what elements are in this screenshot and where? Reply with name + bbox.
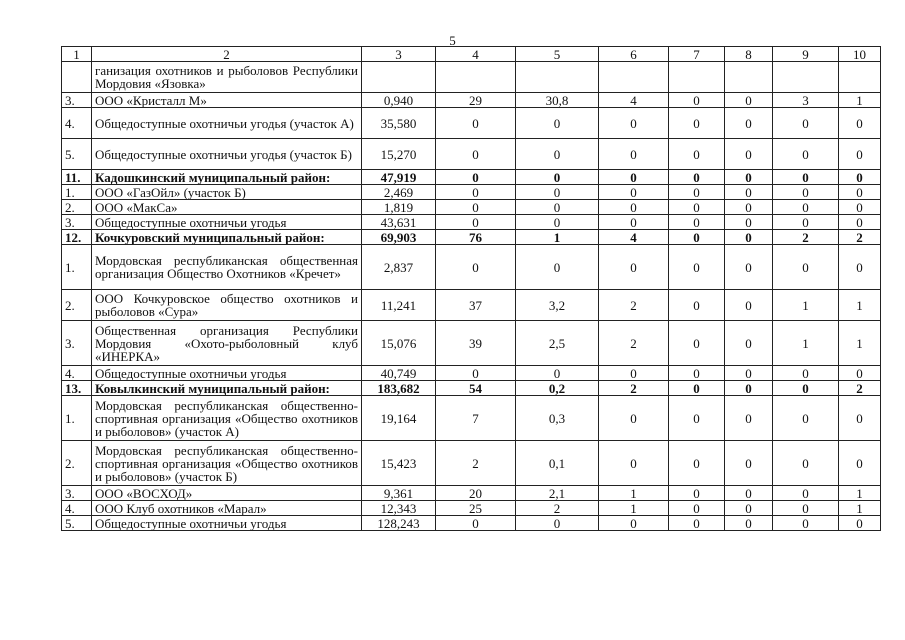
value-cell: 15,076 [362, 321, 436, 366]
value-cell: 0 [436, 215, 516, 230]
value-cell: 0 [839, 170, 881, 185]
row-name-cell: ООО Клуб охотников «Марал» [92, 501, 362, 516]
row-name-cell: Общедоступные охотничьи угодья [92, 215, 362, 230]
value-cell: 128,243 [362, 516, 436, 531]
row-number-cell: 2. [62, 441, 92, 486]
value-cell: 0 [669, 170, 725, 185]
value-cell: 0 [773, 215, 839, 230]
value-cell: 0 [725, 139, 773, 170]
row-number-cell: 3. [62, 93, 92, 108]
value-cell: 0 [669, 139, 725, 170]
table-row [62, 170, 881, 185]
row-number-cell: 3. [62, 486, 92, 501]
header-cell: 1 [62, 47, 92, 62]
value-cell: 15,270 [362, 139, 436, 170]
header-cell: 5 [516, 47, 599, 62]
value-cell: 1 [839, 93, 881, 108]
value-cell: 47,919 [362, 170, 436, 185]
value-cell: 0 [669, 245, 725, 290]
row-number-cell: 4. [62, 366, 92, 381]
value-cell: 2 [599, 381, 669, 396]
value-cell: 0 [839, 215, 881, 230]
value-cell: 20 [436, 486, 516, 501]
value-cell: 0 [436, 170, 516, 185]
row-name-cell: Кадошкинский муниципальный район: [92, 170, 362, 185]
value-cell: 0 [725, 486, 773, 501]
value-cell: 0 [725, 321, 773, 366]
value-cell: 0 [839, 396, 881, 441]
value-cell: 54 [436, 381, 516, 396]
table-row [62, 185, 881, 200]
value-cell: 1 [839, 290, 881, 321]
page-number: 5 [449, 33, 456, 48]
value-cell [436, 62, 516, 93]
value-cell: 0 [725, 215, 773, 230]
value-cell: 0 [599, 245, 669, 290]
row-name-cell: Общедоступные охотничьи угодья [92, 516, 362, 531]
value-cell: 0 [436, 139, 516, 170]
row-number-cell: 1. [62, 185, 92, 200]
value-cell: 2 [599, 321, 669, 366]
value-cell: 3,2 [516, 290, 599, 321]
value-cell: 0 [773, 139, 839, 170]
value-cell: 0 [725, 290, 773, 321]
table-row [62, 139, 881, 170]
value-cell: 25 [436, 501, 516, 516]
table-row [62, 501, 881, 516]
value-cell: 0 [725, 200, 773, 215]
value-cell: 1 [599, 486, 669, 501]
table-row [62, 441, 881, 486]
value-cell: 1,819 [362, 200, 436, 215]
table-body [62, 47, 881, 531]
value-cell: 0 [725, 381, 773, 396]
value-cell: 2 [839, 230, 881, 245]
header-row [62, 47, 881, 62]
value-cell [839, 62, 881, 93]
value-cell [516, 62, 599, 93]
table-row [62, 230, 881, 245]
value-cell: 4 [599, 230, 669, 245]
table-row [62, 516, 881, 531]
table-row [62, 245, 881, 290]
row-number-cell: 5. [62, 516, 92, 531]
header-cell: 6 [599, 47, 669, 62]
header-cell: 8 [725, 47, 773, 62]
value-cell: 0 [669, 516, 725, 531]
value-cell [362, 62, 436, 93]
value-cell: 0 [436, 366, 516, 381]
value-cell: 0 [773, 396, 839, 441]
value-cell: 0 [599, 516, 669, 531]
value-cell: 0 [725, 170, 773, 185]
value-cell: 0 [599, 200, 669, 215]
value-cell: 0 [669, 230, 725, 245]
value-cell: 2,469 [362, 185, 436, 200]
value-cell: 1 [773, 321, 839, 366]
value-cell: 0 [516, 245, 599, 290]
value-cell: 0 [516, 215, 599, 230]
table-row [62, 486, 881, 501]
table-row [62, 93, 881, 108]
value-cell: 0 [773, 200, 839, 215]
value-cell: 0 [599, 366, 669, 381]
value-cell: 0 [773, 170, 839, 185]
value-cell: 0 [725, 396, 773, 441]
value-cell: 0 [669, 185, 725, 200]
row-number-cell: 4. [62, 501, 92, 516]
value-cell: 4 [599, 93, 669, 108]
row-name-cell: ООО «МакСа» [92, 200, 362, 215]
value-cell: 2,5 [516, 321, 599, 366]
table-row [62, 62, 881, 93]
row-name-cell: Кочкуровский муниципальный район: [92, 230, 362, 245]
value-cell: 43,631 [362, 215, 436, 230]
header-cell: 10 [839, 47, 881, 62]
value-cell: 9,361 [362, 486, 436, 501]
row-number-cell: 4. [62, 108, 92, 139]
value-cell: 2 [773, 230, 839, 245]
value-cell: 2 [516, 501, 599, 516]
value-cell: 0 [669, 93, 725, 108]
row-number-cell [62, 62, 92, 93]
value-cell [669, 62, 725, 93]
value-cell: 183,682 [362, 381, 436, 396]
table-row [62, 321, 881, 366]
value-cell: 2 [436, 441, 516, 486]
value-cell: 1 [839, 501, 881, 516]
value-cell: 0 [599, 139, 669, 170]
row-number-cell: 5. [62, 139, 92, 170]
row-number-cell: 2. [62, 200, 92, 215]
row-name-cell: Мордовская республиканская общественно-спортивная организация «Общество охотников и рыболовов» (участок А) [92, 396, 362, 441]
value-cell: 0 [773, 441, 839, 486]
value-cell: 2,837 [362, 245, 436, 290]
value-cell: 0 [725, 366, 773, 381]
value-cell: 29 [436, 93, 516, 108]
row-name-cell: Общедоступные охотничьи угодья (участок Б) [92, 139, 362, 170]
row-name-cell: Общедоступные охотничьи угодья [92, 366, 362, 381]
value-cell: 0 [436, 200, 516, 215]
value-cell [599, 62, 669, 93]
value-cell: 0 [516, 108, 599, 139]
value-cell: 0 [839, 108, 881, 139]
value-cell: 0 [599, 108, 669, 139]
value-cell: 0,3 [516, 396, 599, 441]
value-cell: 0 [725, 108, 773, 139]
value-cell: 0 [839, 366, 881, 381]
value-cell: 0 [839, 185, 881, 200]
row-number-cell: 1. [62, 396, 92, 441]
table-row [62, 108, 881, 139]
value-cell: 40,749 [362, 366, 436, 381]
value-cell: 0,1 [516, 441, 599, 486]
value-cell: 0 [725, 93, 773, 108]
header-cell: 7 [669, 47, 725, 62]
value-cell: 0 [599, 441, 669, 486]
value-cell: 0 [773, 501, 839, 516]
value-cell: 0 [516, 170, 599, 185]
value-cell: 0 [436, 516, 516, 531]
value-cell: 0 [725, 245, 773, 290]
value-cell [725, 62, 773, 93]
header-cell: 4 [436, 47, 516, 62]
table-row [62, 290, 881, 321]
table-row [62, 396, 881, 441]
value-cell: 0 [669, 381, 725, 396]
row-name-cell: Общественная организация Республики Мордовия «Охото-рыболовный клуб «ИНЕРКА» [92, 321, 362, 366]
header-cell: 3 [362, 47, 436, 62]
value-cell: 0 [773, 516, 839, 531]
value-cell: 0 [669, 501, 725, 516]
row-name-cell: Мордовская республиканская общественно-спортивная организация «Общество охотников и рыболовов» (участок Б) [92, 441, 362, 486]
value-cell: 0 [669, 366, 725, 381]
value-cell: 0 [599, 170, 669, 185]
value-cell: 0 [669, 396, 725, 441]
value-cell: 0 [516, 516, 599, 531]
value-cell: 0 [773, 486, 839, 501]
value-cell: 0 [839, 200, 881, 215]
value-cell: 37 [436, 290, 516, 321]
value-cell: 2 [839, 381, 881, 396]
value-cell: 7 [436, 396, 516, 441]
value-cell: 3 [773, 93, 839, 108]
row-name-cell: ООО «ГазОйл» (участок Б) [92, 185, 362, 200]
row-name-cell: ганизация охотников и рыболовов Республики Мордовия «Язовка» [92, 62, 362, 93]
value-cell: 0 [725, 501, 773, 516]
value-cell: 0 [669, 108, 725, 139]
value-cell: 0 [516, 200, 599, 215]
value-cell: 0 [599, 215, 669, 230]
row-number-cell: 11. [62, 170, 92, 185]
value-cell: 0,2 [516, 381, 599, 396]
value-cell: 76 [436, 230, 516, 245]
header-cell: 9 [773, 47, 839, 62]
value-cell [773, 62, 839, 93]
value-cell: 2 [599, 290, 669, 321]
value-cell: 0 [669, 200, 725, 215]
value-cell: 69,903 [362, 230, 436, 245]
row-name-cell: ООО «ВОСХОД» [92, 486, 362, 501]
value-cell: 0 [669, 486, 725, 501]
value-cell: 30,8 [516, 93, 599, 108]
row-number-cell: 12. [62, 230, 92, 245]
value-cell: 0 [436, 185, 516, 200]
value-cell: 0 [773, 381, 839, 396]
value-cell: 0 [725, 441, 773, 486]
row-number-cell: 13. [62, 381, 92, 396]
value-cell: 1 [516, 230, 599, 245]
value-cell: 0 [516, 185, 599, 200]
value-cell: 0 [669, 441, 725, 486]
value-cell: 0 [839, 139, 881, 170]
value-cell: 0 [599, 396, 669, 441]
row-name-cell: Мордовская республиканская общественная организация Общество Охотников «Кречет» [92, 245, 362, 290]
value-cell: 0 [725, 230, 773, 245]
table-row [62, 215, 881, 230]
row-number-cell: 2. [62, 290, 92, 321]
table-row [62, 366, 881, 381]
value-cell: 0 [839, 441, 881, 486]
value-cell: 0 [773, 366, 839, 381]
value-cell: 0 [773, 185, 839, 200]
row-number-cell: 3. [62, 321, 92, 366]
value-cell: 15,423 [362, 441, 436, 486]
value-cell: 0 [725, 185, 773, 200]
value-cell: 0 [669, 321, 725, 366]
value-cell: 1 [773, 290, 839, 321]
value-cell: 0 [516, 366, 599, 381]
value-cell: 2,1 [516, 486, 599, 501]
row-name-cell: ООО «Кристалл М» [92, 93, 362, 108]
value-cell: 39 [436, 321, 516, 366]
value-cell: 11,241 [362, 290, 436, 321]
value-cell: 0 [773, 245, 839, 290]
value-cell: 0 [436, 245, 516, 290]
value-cell: 0 [839, 245, 881, 290]
row-number-cell: 1. [62, 245, 92, 290]
hunting-grounds-table [61, 46, 881, 531]
row-name-cell: Общедоступные охотничьи угодья (участок А) [92, 108, 362, 139]
table-row [62, 200, 881, 215]
value-cell: 0 [436, 108, 516, 139]
value-cell: 0 [839, 516, 881, 531]
value-cell: 1 [839, 321, 881, 366]
value-cell: 35,580 [362, 108, 436, 139]
value-cell: 12,343 [362, 501, 436, 516]
row-name-cell: ООО Кочкуровское общество охотников и рыболовов «Сура» [92, 290, 362, 321]
value-cell: 0,940 [362, 93, 436, 108]
row-number-cell: 3. [62, 215, 92, 230]
value-cell: 0 [516, 139, 599, 170]
row-name-cell: Ковылкинский муниципальный район: [92, 381, 362, 396]
value-cell: 0 [669, 215, 725, 230]
table-row [62, 381, 881, 396]
value-cell: 0 [773, 108, 839, 139]
value-cell: 19,164 [362, 396, 436, 441]
value-cell: 0 [669, 290, 725, 321]
value-cell: 1 [839, 486, 881, 501]
value-cell: 0 [725, 516, 773, 531]
header-cell: 2 [92, 47, 362, 62]
value-cell: 1 [599, 501, 669, 516]
value-cell: 0 [599, 185, 669, 200]
